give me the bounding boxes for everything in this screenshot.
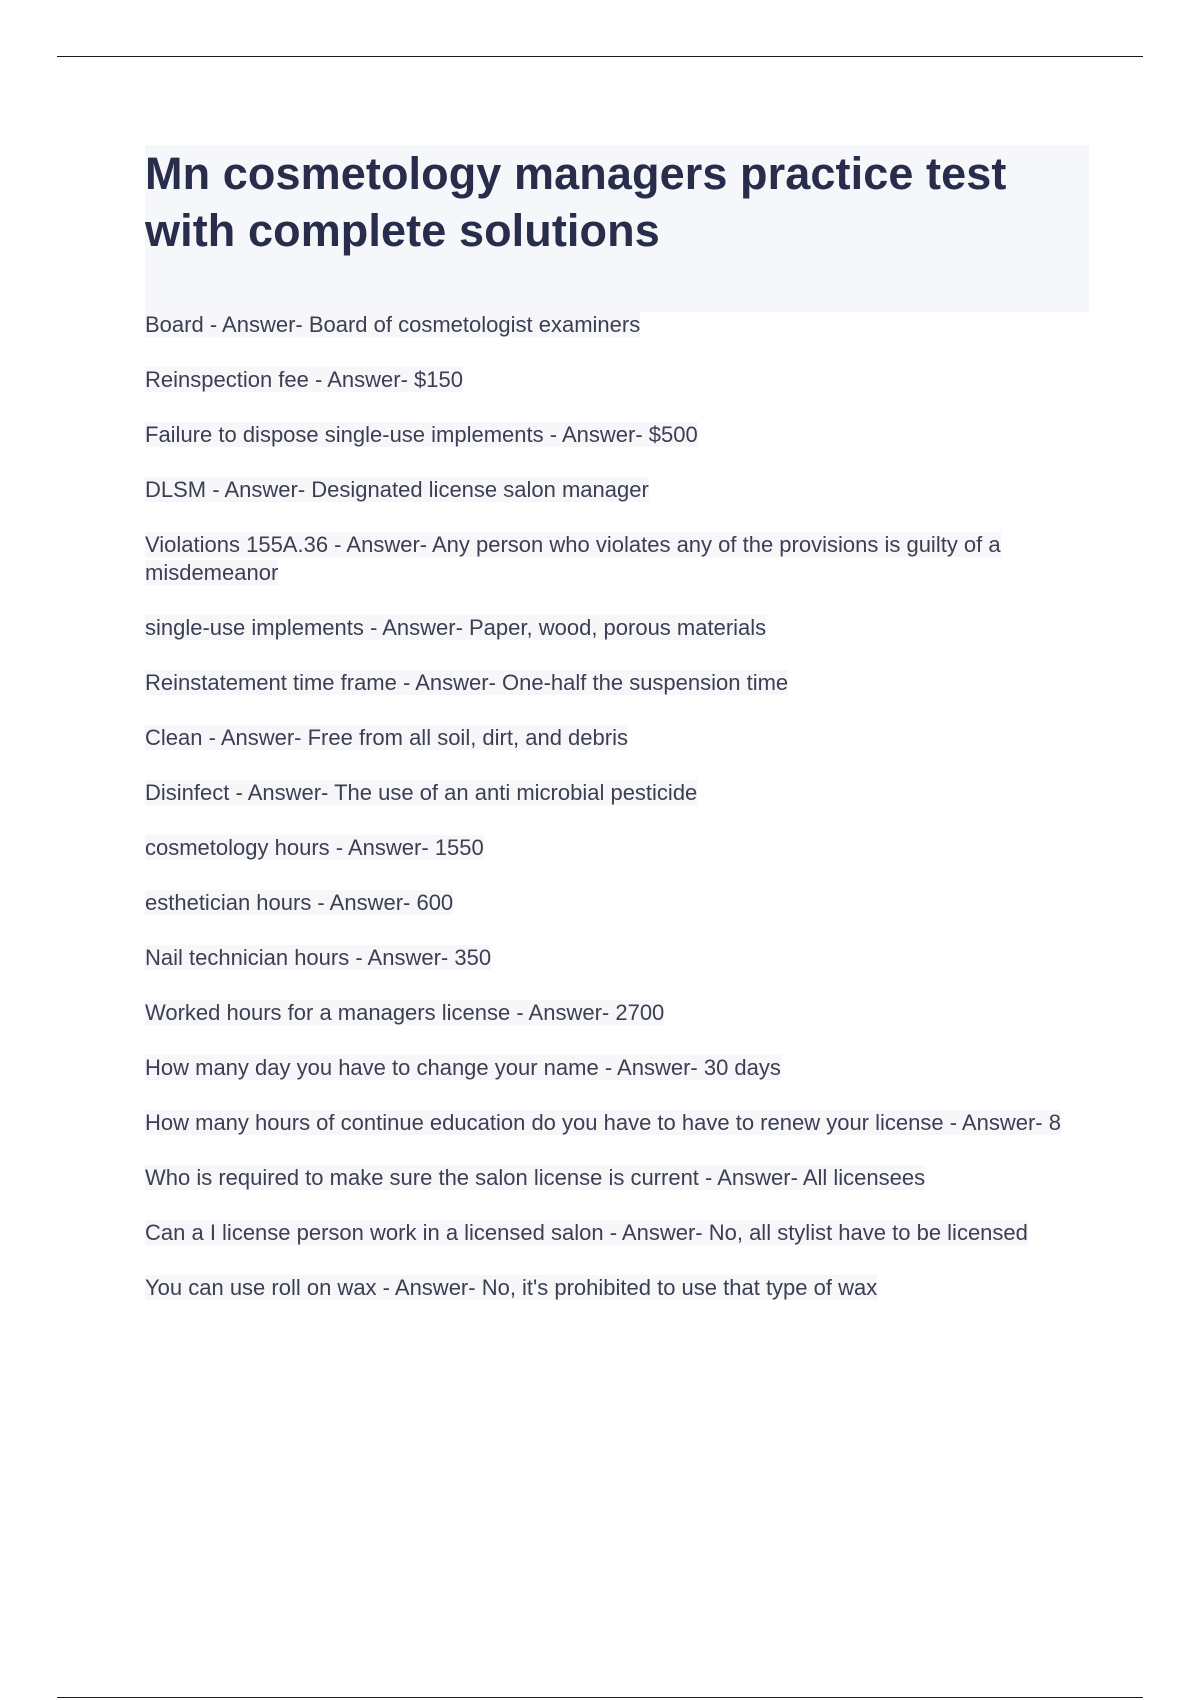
qa-item-single-use-implements (145, 614, 1095, 642)
qa-text: Board - Answer- Board of cosmetologist examiners (145, 312, 641, 337)
qa-text: Clean - Answer- Free from all soil, dirt, and debris (145, 725, 628, 750)
qa-item-nail-technician-hours (145, 944, 1095, 972)
qa-text: Worked hours for a managers license - Answer- 2700 (145, 1000, 665, 1025)
qa-text: Disinfect - Answer- The use of an anti microbial pesticide (145, 780, 698, 805)
qa-item-unlicensed-person (145, 1219, 1095, 1247)
qa-item-disinfect (145, 779, 1095, 807)
qa-item-reinstatement (145, 669, 1095, 697)
qa-text: Failure to dispose single-use implements - Answer- $500 (145, 422, 698, 447)
qa-text: single-use implements - Answer- Paper, wood, porous materials (145, 615, 767, 640)
qa-item-esthetician-hours (145, 889, 1095, 917)
qa-item-name-change (145, 1054, 1095, 1082)
qa-item-dlsm (145, 476, 1095, 504)
qa-item-failure-to-dispose (145, 421, 1095, 449)
bottom-rule (57, 1697, 1143, 1698)
top-rule (57, 56, 1143, 57)
qa-text: Nail technician hours - Answer- 350 (145, 945, 492, 970)
qa-item-clean (145, 724, 1095, 752)
qa-item-salon-license-current (145, 1164, 1095, 1192)
qa-item-violations (145, 531, 1095, 587)
qa-text: cosmetology hours - Answer- 1550 (145, 835, 484, 860)
qa-text: Reinstatement time frame - Answer- One-half the suspension time (145, 670, 789, 695)
qa-text: How many day you have to change your name - Answer- 30 days (145, 1055, 781, 1080)
qa-text: esthetician hours - Answer- 600 (145, 890, 454, 915)
qa-text: Can a I license person work in a licensed salon - Answer- No, all stylist have to be licensed (145, 1220, 1028, 1245)
qa-item-cosmetology-hours (145, 834, 1095, 862)
qa-text: You can use roll on wax - Answer- No, it's prohibited to use that type of wax (145, 1275, 878, 1300)
qa-item-board (145, 311, 1095, 339)
document-title: Mn cosmetology managers practice test with complete solutions (145, 148, 1007, 256)
qa-list (145, 311, 1095, 1329)
qa-item-reinspection-fee (145, 366, 1095, 394)
qa-item-managers-license-hours (145, 999, 1095, 1027)
qa-text: How many hours of continue education do you have to have to renew your license - Answer- 8 (145, 1110, 1061, 1135)
qa-text: Who is required to make sure the salon license is current - Answer- All licensees (145, 1165, 926, 1190)
qa-item-roll-on-wax (145, 1274, 1095, 1302)
qa-text: DLSM - Answer- Designated license salon manager (145, 477, 649, 502)
qa-text: Reinspection fee - Answer- $150 (145, 367, 463, 392)
qa-item-continuing-education (145, 1109, 1095, 1137)
qa-text: Violations 155A.36 - Answer- Any person who violates any of the provisions is guilty of a misdemeanor (145, 532, 1001, 585)
